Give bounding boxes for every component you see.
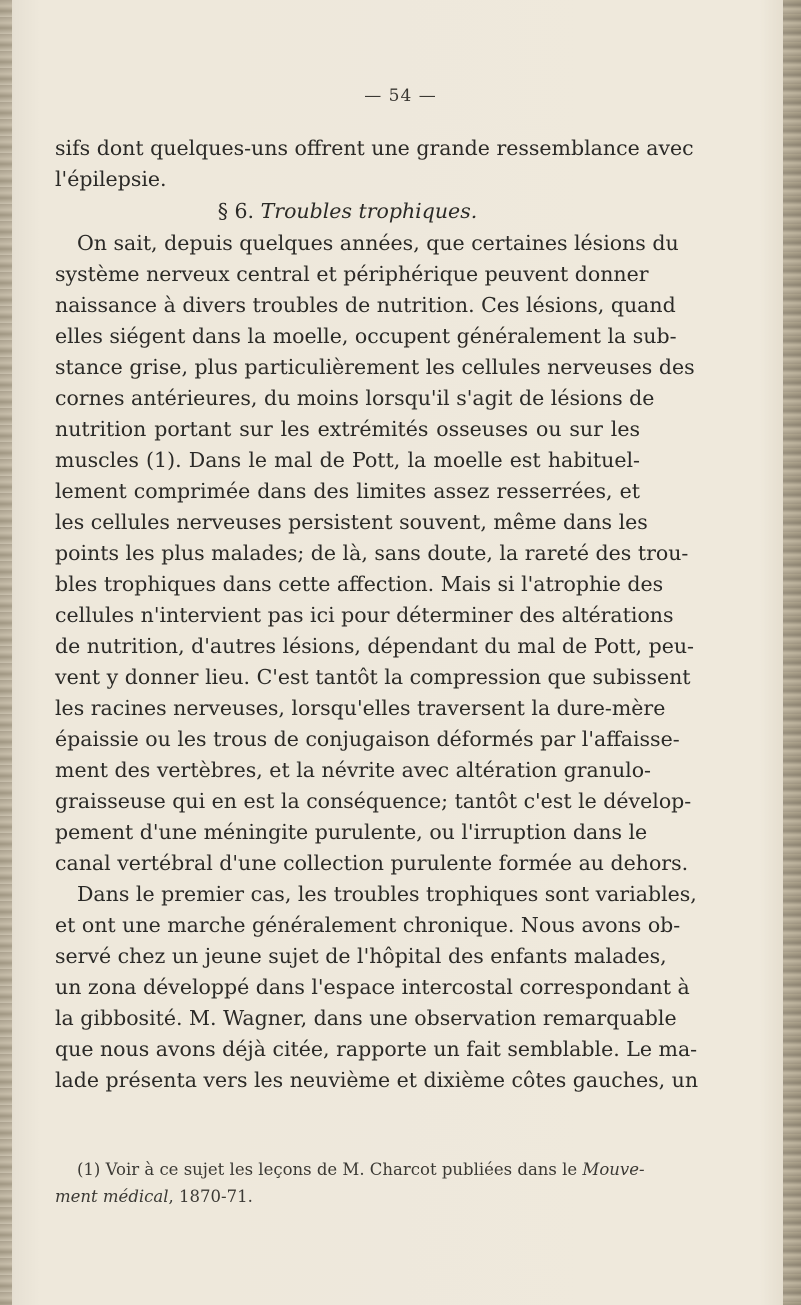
- text-line: et ont une marche généralement chronique. Nous avons ob-: [55, 913, 681, 937]
- text-line: muscles (1). Dans le mal de Pott, la moelle est habituel-: [55, 448, 640, 472]
- text-line: On sait, depuis quelques années, que certaines lésions du: [77, 231, 679, 255]
- text-line: que nous avons déjà citée, rapporte un fait semblable. Le ma-: [55, 1037, 698, 1061]
- text-line: de nutrition, d'autres lésions, dépendant du mal de Pott, peu-: [55, 634, 694, 658]
- left-binding-edge: [0, 0, 12, 1305]
- page-number: — 54 —: [364, 86, 437, 106]
- footnote-line: [55, 1183, 640, 1210]
- footnote-text: , 1870-71.: [168, 1187, 253, 1206]
- text-line: épaissie ou les trous de conjugaison déformés par l'affaisse-: [55, 727, 680, 751]
- footnote-italic: ment médical: [55, 1187, 169, 1206]
- text-line: cornes antérieures, du moins lorsqu'il s'agit de lésions de: [55, 386, 655, 410]
- text-line: vent y donner lieu. C'est tantôt la compression que subissent: [55, 665, 691, 689]
- text-line: points les plus malades; de là, sans doute, la rareté des trou-: [55, 541, 689, 565]
- footnote: [55, 1156, 645, 1210]
- text-line: sifs dont quelques-uns offrent une grande ressemblance avec: [55, 136, 694, 160]
- text-line: les cellules nerveuses persistent souvent, même dans les: [55, 510, 648, 534]
- section-number: § 6.: [217, 199, 255, 223]
- footnote-italic: Mouve-: [582, 1160, 645, 1179]
- paragraph: [55, 228, 699, 1096]
- text-line: bles trophiques dans cette affection. Mais si l'atrophie des: [55, 572, 664, 596]
- text-line: canal vertébral d'une collection purulente formée au dehors.: [55, 851, 689, 875]
- text-line: cellules n'intervient pas ici pour déterminer des altérations: [55, 603, 674, 627]
- text-line: stance grise, plus particulièrement les cellules nerveuses des: [55, 355, 695, 379]
- right-page-edge: [783, 0, 801, 1305]
- text-line: lement comprimée dans des limites assez resserrées, et: [55, 479, 640, 503]
- text-line: servé chez un jeune sujet de l'hôpital des enfants malades,: [55, 944, 667, 968]
- text-line: les racines nerveuses, lorsqu'elles traversent la dure-mère: [55, 696, 666, 720]
- text-line: nutrition portant sur les extrémités osseuses ou sur les: [55, 417, 640, 441]
- footnote-text: (1) Voir à ce sujet les leçons de M. Charcot publiées dans le: [77, 1160, 583, 1179]
- text-line: l'épilepsie.: [55, 167, 167, 191]
- section-heading: [55, 195, 640, 228]
- text-line: la gibbosité. M. Wagner, dans une observation remarquable: [55, 1006, 677, 1030]
- footnote-line: [55, 1156, 645, 1183]
- text-line: un zona développé dans l'espace intercostal correspondant à: [55, 975, 690, 999]
- text-line: ment des vertèbres, et la névrite avec altération granulo-: [55, 758, 651, 782]
- section-title: Troubles trophiques.: [260, 199, 478, 223]
- text-line: Dans le premier cas, les troubles trophiques sont variables,: [77, 882, 697, 906]
- text-line: graisseuse qui en est la conséquence; tantôt c'est le dévelop-: [55, 789, 692, 813]
- text-line: lade présenta vers les neuvième et dixième côtes gauches, un: [55, 1068, 699, 1092]
- text-line: naissance à divers troubles de nutrition. Ces lésions, quand: [55, 293, 676, 317]
- body-text: [55, 133, 699, 1096]
- text-line: système nerveux central et périphérique peuvent donner: [55, 262, 649, 286]
- text-line: pement d'une méningite purulente, ou l'irruption dans le: [55, 820, 648, 844]
- text-line: elles siégent dans la moelle, occupent généralement la sub-: [55, 324, 677, 348]
